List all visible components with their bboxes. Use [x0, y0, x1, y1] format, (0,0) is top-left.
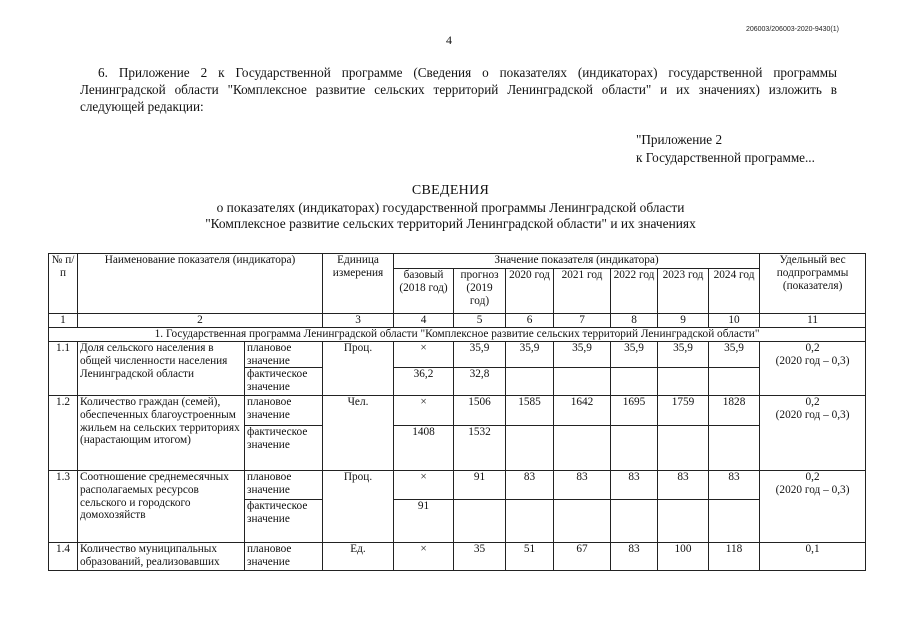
actual-label: фактическое значение	[245, 500, 323, 543]
value-cell: 91	[454, 471, 506, 500]
value-cell: ×	[394, 396, 454, 426]
table-row	[49, 471, 866, 500]
value-cell	[658, 368, 709, 396]
value-cell	[554, 500, 611, 543]
header-values-group: Значение показателя (индикатора)	[394, 254, 760, 269]
column-number: 10	[709, 314, 760, 328]
header-2020: 2020 год	[506, 269, 554, 314]
row-number: 1.1	[49, 342, 78, 396]
value-cell	[506, 500, 554, 543]
table-row	[49, 543, 866, 571]
value-cell	[506, 426, 554, 471]
column-number: 7	[554, 314, 611, 328]
value-cell	[709, 368, 760, 396]
weight-value: 0,2	[805, 396, 820, 408]
planned-label: плановое значение	[245, 543, 323, 571]
value-cell: 35,9	[658, 342, 709, 368]
value-cell: 35,9	[709, 342, 760, 368]
value-cell: 51	[506, 543, 554, 571]
value-cell	[709, 500, 760, 543]
value-cell: 91	[394, 500, 454, 543]
value-cell: 83	[506, 471, 554, 500]
actual-label: фактическое значение	[245, 368, 323, 396]
value-cell: 67	[554, 543, 611, 571]
value-cell: 1532	[454, 426, 506, 471]
weight-value: 0,2	[805, 471, 820, 483]
weight-note: (2020 год – 0,3)	[775, 354, 850, 367]
value-cell: 1642	[554, 396, 611, 426]
annex-line-2: к Государственной программе...	[636, 150, 815, 165]
value-cell: 118	[709, 543, 760, 571]
value-cell: 83	[611, 471, 658, 500]
row-number: 1.3	[49, 471, 78, 543]
column-number: 11	[760, 314, 866, 328]
indicator-name: Доля сельского населения в общей численности населения Ленинградской области	[78, 342, 245, 396]
page-number: 4	[446, 33, 452, 47]
title-line-3: "Комплексное развитие сельских территорий Ленинградской области" и их значениях	[205, 216, 696, 231]
value-cell	[554, 368, 611, 396]
weight-note: (2020 год – 0,3)	[775, 408, 850, 421]
value-cell: ×	[394, 471, 454, 500]
table-row	[49, 396, 866, 426]
value-cell: 1759	[658, 396, 709, 426]
value-cell: 1585	[506, 396, 554, 426]
value-cell: ×	[394, 543, 454, 571]
header-num: № п/п	[49, 254, 78, 314]
title-line-2: о показателях (индикаторах) государственной программы Ленинградской области	[216, 199, 685, 215]
value-cell	[658, 426, 709, 471]
column-number: 2	[78, 314, 323, 328]
column-number: 4	[394, 314, 454, 328]
indicator-name: Количество граждан (семей), обеспеченных благоустроенным жильем на сельских территориях (нарастающим итогом)	[78, 396, 245, 471]
value-cell: 1506	[454, 396, 506, 426]
indicators-table	[48, 253, 866, 571]
indicator-name: Количество муниципальных образований, реализовавших	[78, 543, 245, 571]
value-cell: 35,9	[506, 342, 554, 368]
value-cell: 100	[658, 543, 709, 571]
value-cell	[506, 368, 554, 396]
column-number: 3	[323, 314, 394, 328]
weight-cell	[760, 396, 866, 471]
annex-reference	[636, 131, 815, 167]
section-title-row	[49, 328, 866, 342]
weight-value: 0,2	[805, 342, 820, 354]
header-weight: Удельный вес подпрограммы (показателя)	[760, 254, 866, 314]
column-number: 1	[49, 314, 78, 328]
header-2021: 2021 год	[554, 269, 611, 314]
unit-cell: Ед.	[323, 543, 394, 571]
column-number: 6	[506, 314, 554, 328]
value-cell: 35	[454, 543, 506, 571]
title-line-1: СВЕДЕНИЯ	[411, 183, 490, 198]
annex-line-1: "Приложение 2	[636, 132, 723, 147]
weight-cell	[760, 342, 866, 396]
value-cell: 1695	[611, 396, 658, 426]
planned-label: плановое значение	[245, 342, 323, 368]
planned-label: плановое значение	[245, 396, 323, 426]
column-number: 8	[611, 314, 658, 328]
document-id: 206003/206003-2020-9430(1)	[745, 26, 839, 33]
value-cell	[454, 500, 506, 543]
value-cell	[611, 426, 658, 471]
header-2024: 2024 год	[709, 269, 760, 314]
value-cell	[658, 500, 709, 543]
value-cell: 36,2	[394, 368, 454, 396]
weight-cell: 0,1	[760, 543, 866, 571]
value-cell: 35,9	[554, 342, 611, 368]
document-title	[0, 183, 901, 233]
header-2022: 2022 год	[611, 269, 658, 314]
header-2023: 2023 год	[658, 269, 709, 314]
column-number: 9	[658, 314, 709, 328]
header-name: Наименование показателя (индикатора)	[78, 254, 323, 314]
table-row	[49, 342, 866, 368]
value-cell: 35,9	[611, 342, 658, 368]
value-cell: 32,8	[454, 368, 506, 396]
value-cell: 83	[709, 471, 760, 500]
column-number: 5	[454, 314, 506, 328]
header-base: базовый (2018 год)	[394, 269, 454, 314]
header-forecast: прогноз (2019 год)	[454, 269, 506, 314]
value-cell: 83	[658, 471, 709, 500]
column-numbers-row	[49, 314, 866, 328]
value-cell: 83	[611, 543, 658, 571]
indicator-name: Соотношение среднемесячных располагаемых ресурсов сельского и городского домохозяйств	[78, 471, 245, 543]
row-number: 1.4	[49, 543, 78, 571]
header-row-1	[49, 254, 866, 269]
unit-cell: Проц.	[323, 342, 394, 396]
intro-paragraph: 6. Приложение 2 к Государственной программе (Сведения о показателях (индикаторах) государственной программы Ленинградской области "Комплексное развитие сельских территорий Ленинградской области" и их значениях) изложить в следующей редакции:	[80, 65, 837, 114]
value-cell	[611, 500, 658, 543]
value-cell: ×	[394, 342, 454, 368]
planned-label: плановое значение	[245, 471, 323, 500]
actual-label: фактическое значение	[245, 426, 323, 471]
value-cell: 83	[554, 471, 611, 500]
value-cell	[554, 426, 611, 471]
value-cell	[709, 426, 760, 471]
unit-cell: Чел.	[323, 396, 394, 471]
section-title: 1. Государственная программа Ленинградской области "Комплексное развитие сельских территорий Ленинградской области"	[49, 328, 866, 342]
row-number: 1.2	[49, 396, 78, 471]
weight-cell	[760, 471, 866, 543]
value-cell: 1408	[394, 426, 454, 471]
unit-cell: Проц.	[323, 471, 394, 543]
value-cell: 35,9	[454, 342, 506, 368]
weight-note: (2020 год – 0,3)	[775, 483, 850, 496]
header-unit: Единица измерения	[323, 254, 394, 314]
value-cell	[611, 368, 658, 396]
value-cell: 1828	[709, 396, 760, 426]
